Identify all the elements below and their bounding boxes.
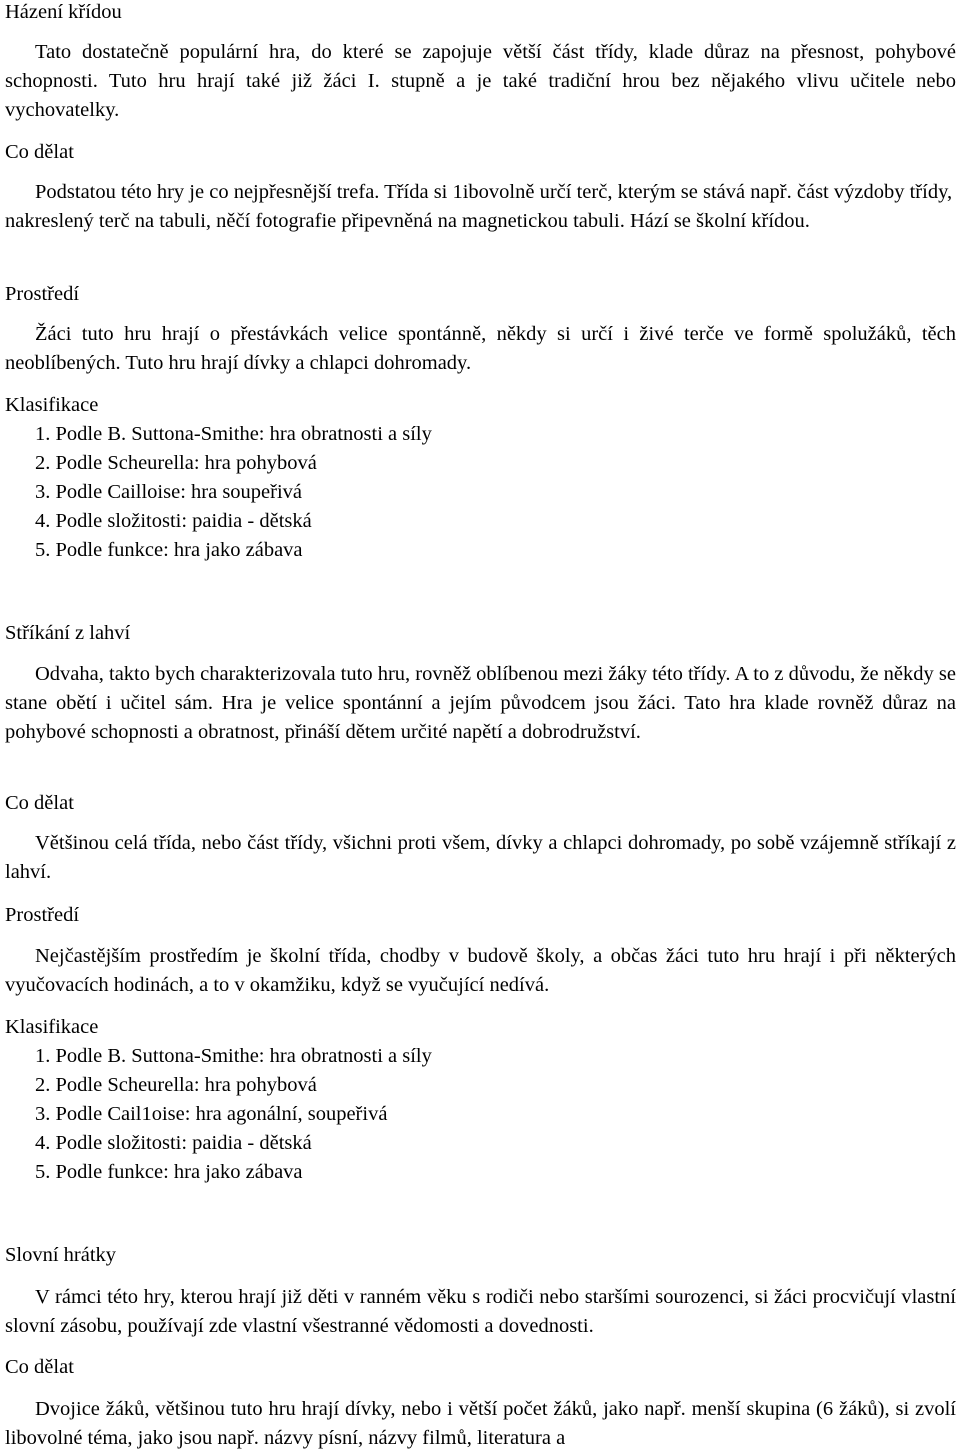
subheading-what: Co dělat xyxy=(5,792,74,814)
section-title: Slovní hrátky xyxy=(5,1244,117,1266)
environment-text: Žáci tuto hru hrají o přestávkách velice spontánně, někdy si určí i živé terče ve formě spolužáků, těch neoblíbených. Tuto hru hrají dívky a chlapci dohromady. xyxy=(5,323,956,374)
subheading-classification: Klasifikace xyxy=(5,1016,99,1038)
section-intro: Odvaha, takto bych charakterizovala tuto hru, rovněž oblíbenou mezi žáky této třídy. A to z důvodu, že někdy se stane obětí i učitel sám. Hra je velice spontánní a jejím původcem jsou žáci. Tato hra klade rovněž důraz na pohybové schopnosti a obratnost, přináší dětem určité napětí a dobrodružství. xyxy=(5,663,956,743)
section-intro: V rámci této hry, kterou hrají již děti v ranném věku s rodiči nebo staršími sourozenci, si žáci procvičují vlastní slovní zásobu, používají zde vlastní všestranné vědomosti a dovednosti. xyxy=(5,1286,956,1337)
classification-item: 4. Podle složitosti: paidia - dětská xyxy=(35,1132,312,1154)
environment-text: Nejčastějším prostředím je školní třída, chodby v budově školy, a občas žáci tuto hru hrají i při některých vyučovacích hodinách, a to v okamžiku, když se vyučující nedívá. xyxy=(5,945,956,996)
subheading-environment: Prostředí xyxy=(5,904,80,926)
classification-item: 2. Podle Scheurella: hra pohybová xyxy=(35,452,317,474)
what-text: Dvojice žáků, většinou tuto hru hrají dívky, nebo i větší počet žáků, jako např. menší skupina (6 žáků), si zvolí libovolné téma, jako jsou např. názvy písní, názvy filmů, literatura a xyxy=(5,1398,956,1449)
classification-item: 2. Podle Scheurella: hra pohybová xyxy=(35,1074,317,1096)
section-title: Házení křídou xyxy=(5,1,122,23)
subheading-what: Co dělat xyxy=(5,1356,74,1378)
classification-item: 3. Podle Cailloise: hra soupeřivá xyxy=(35,481,303,503)
subheading-what: Co dělat xyxy=(5,141,74,163)
classification-item: 4. Podle složitosti: paidia - dětská xyxy=(35,510,312,532)
classification-item: 1. Podle B. Suttona-Smithe: hra obratnosti a síly xyxy=(35,423,432,445)
section-intro: Tato dostatečně populární hra, do které se zapojuje větší část třídy, klade důraz na přesnost, pohybové schopnosti. Tuto hru hrají také již žáci I. stupně a je také tradiční hrou bez nějakého vlivu učitele nebo vychovatelky. xyxy=(5,41,956,121)
subheading-classification: Klasifikace xyxy=(5,394,99,416)
classification-item: 1. Podle B. Suttona-Smithe: hra obratnosti a síly xyxy=(35,1045,432,1067)
section-title: Stříkání z lahví xyxy=(5,622,131,644)
classification-item: 3. Podle Cail1oise: hra agonální, soupeřivá xyxy=(35,1103,388,1125)
what-text: Většinou celá třída, nebo část třídy, všichni proti všem, dívky a chlapci dohromady, po sobě vzájemně stříkají z lahví. xyxy=(5,832,956,883)
what-text: Podstatou této hry je co nejpřesnější trefa. Třída si 1ibovolně určí terč, kterým se stává např. část výzdoby třídy, nakreslený terč na tabuli, něčí fotografie připevněná na magnetickou tabuli. Hází se školní křídou. xyxy=(5,181,953,232)
classification-item: 5. Podle funkce: hra jako zábava xyxy=(35,1161,303,1183)
subheading-environment: Prostředí xyxy=(5,283,80,305)
classification-item: 5. Podle funkce: hra jako zábava xyxy=(35,539,303,561)
